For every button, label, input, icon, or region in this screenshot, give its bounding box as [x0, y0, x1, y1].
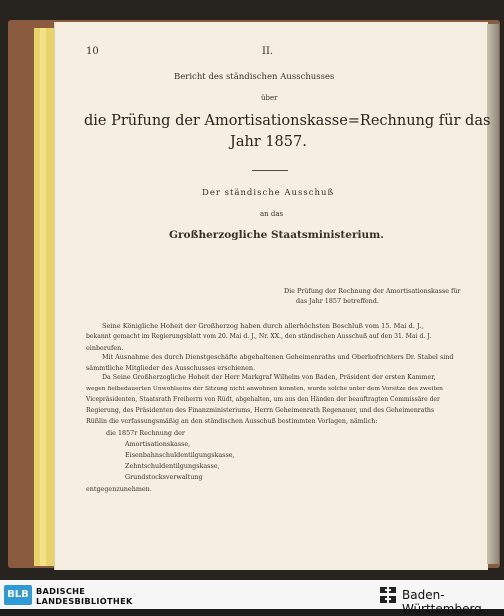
- subject-line1: Die Prüfung der Rechnung der Amortisationskasse für: [284, 287, 461, 295]
- paragraph-line: wegen fielbedauerten Unwohlseins der Sitzung nicht anwohnen konnten, wurde solche unter dem Vorsitze des zweiten: [86, 386, 443, 392]
- report-title-main: die Prüfung der Amortisationskasse=Rechnung für das: [84, 113, 491, 129]
- paragraph-line: bekannt gemacht im Regierungsblatt vom 20. Mai d. J., Nr. XX., den ständischen Ausschuß auf den 31. Mai d. J.: [86, 333, 432, 340]
- section-number: II.: [262, 46, 274, 57]
- list-intro: die 1857r Rechnung der: [106, 429, 185, 437]
- paragraph-line: einberufen.: [86, 344, 124, 352]
- paragraph-line: Rüßlin die verfassungsmäßig an den ständischen Ausschuß bestimmten Vorlagen, nämlich:: [86, 418, 378, 425]
- baden-wuerttemberg-crest-icon[interactable]: [377, 584, 399, 606]
- library-name-line2: LANDESBIBLIOTHEK: [36, 596, 133, 606]
- page-yellow-highlight: [40, 28, 46, 566]
- subject-line2: das Jahr 1857 betreffend.: [296, 297, 379, 305]
- state-name: Baden-Württemberg: [402, 588, 482, 616]
- list-item: Grundstocksverwaltung: [125, 473, 203, 481]
- paragraph-line: Mit Ausnahme des durch Dienstgeschäfte abgehaltenen Geheimenraths und Oberhofrichters Dr. Stabel sind: [102, 353, 454, 361]
- list-item: Amortisationskasse,: [125, 440, 191, 448]
- paragraph-line: Regierung, des Präsidenten des Finanzministeriums, Herrn Geheimenrath Regenauer, und des Geheimenraths: [86, 407, 435, 414]
- report-title-line2: über: [261, 94, 278, 102]
- paragraph-line: Da Seine Großherzogliche Hoheit der Herr Markgraf Wilhelm von Baden, Präsident der ersten Kammer,: [102, 374, 436, 381]
- list-item: Zehntschuldentilgungskasse,: [125, 462, 220, 470]
- address-recipient: Großherzogliche Staatsministerium.: [169, 229, 384, 241]
- blb-logo[interactable]: BLB: [4, 585, 32, 605]
- address-sender: Der ständische Ausschuß: [202, 188, 335, 198]
- paragraph-line: sämmtliche Mitglieder des Ausschusses erschienen.: [86, 364, 256, 372]
- page-number: 10: [86, 46, 99, 57]
- list-item: Eisenbahnschuldentilgungskasse,: [125, 451, 235, 459]
- report-title-year: Jahr 1857.: [230, 134, 307, 150]
- library-name-line1: BADISCHE: [36, 586, 86, 596]
- paragraph-line: Seine Königliche Hoheit der Großherzog haben durch allerhöchsten Beschluß vom 15. Mai d. J.,: [102, 322, 424, 330]
- paragraph-line: Vicepräsidenten, Staatsrath Freiherrn von Rüdt, abgehalten, um aus den Händen der beauftragten Commissäre der: [86, 396, 440, 403]
- page-stack-edge: [487, 24, 499, 564]
- report-title-line1: Bericht des ständischen Ausschusses: [174, 72, 335, 82]
- title-divider: [252, 170, 288, 171]
- address-an-das: an das: [260, 210, 284, 218]
- paragraph-line: entgegenzunehmen.: [86, 485, 152, 493]
